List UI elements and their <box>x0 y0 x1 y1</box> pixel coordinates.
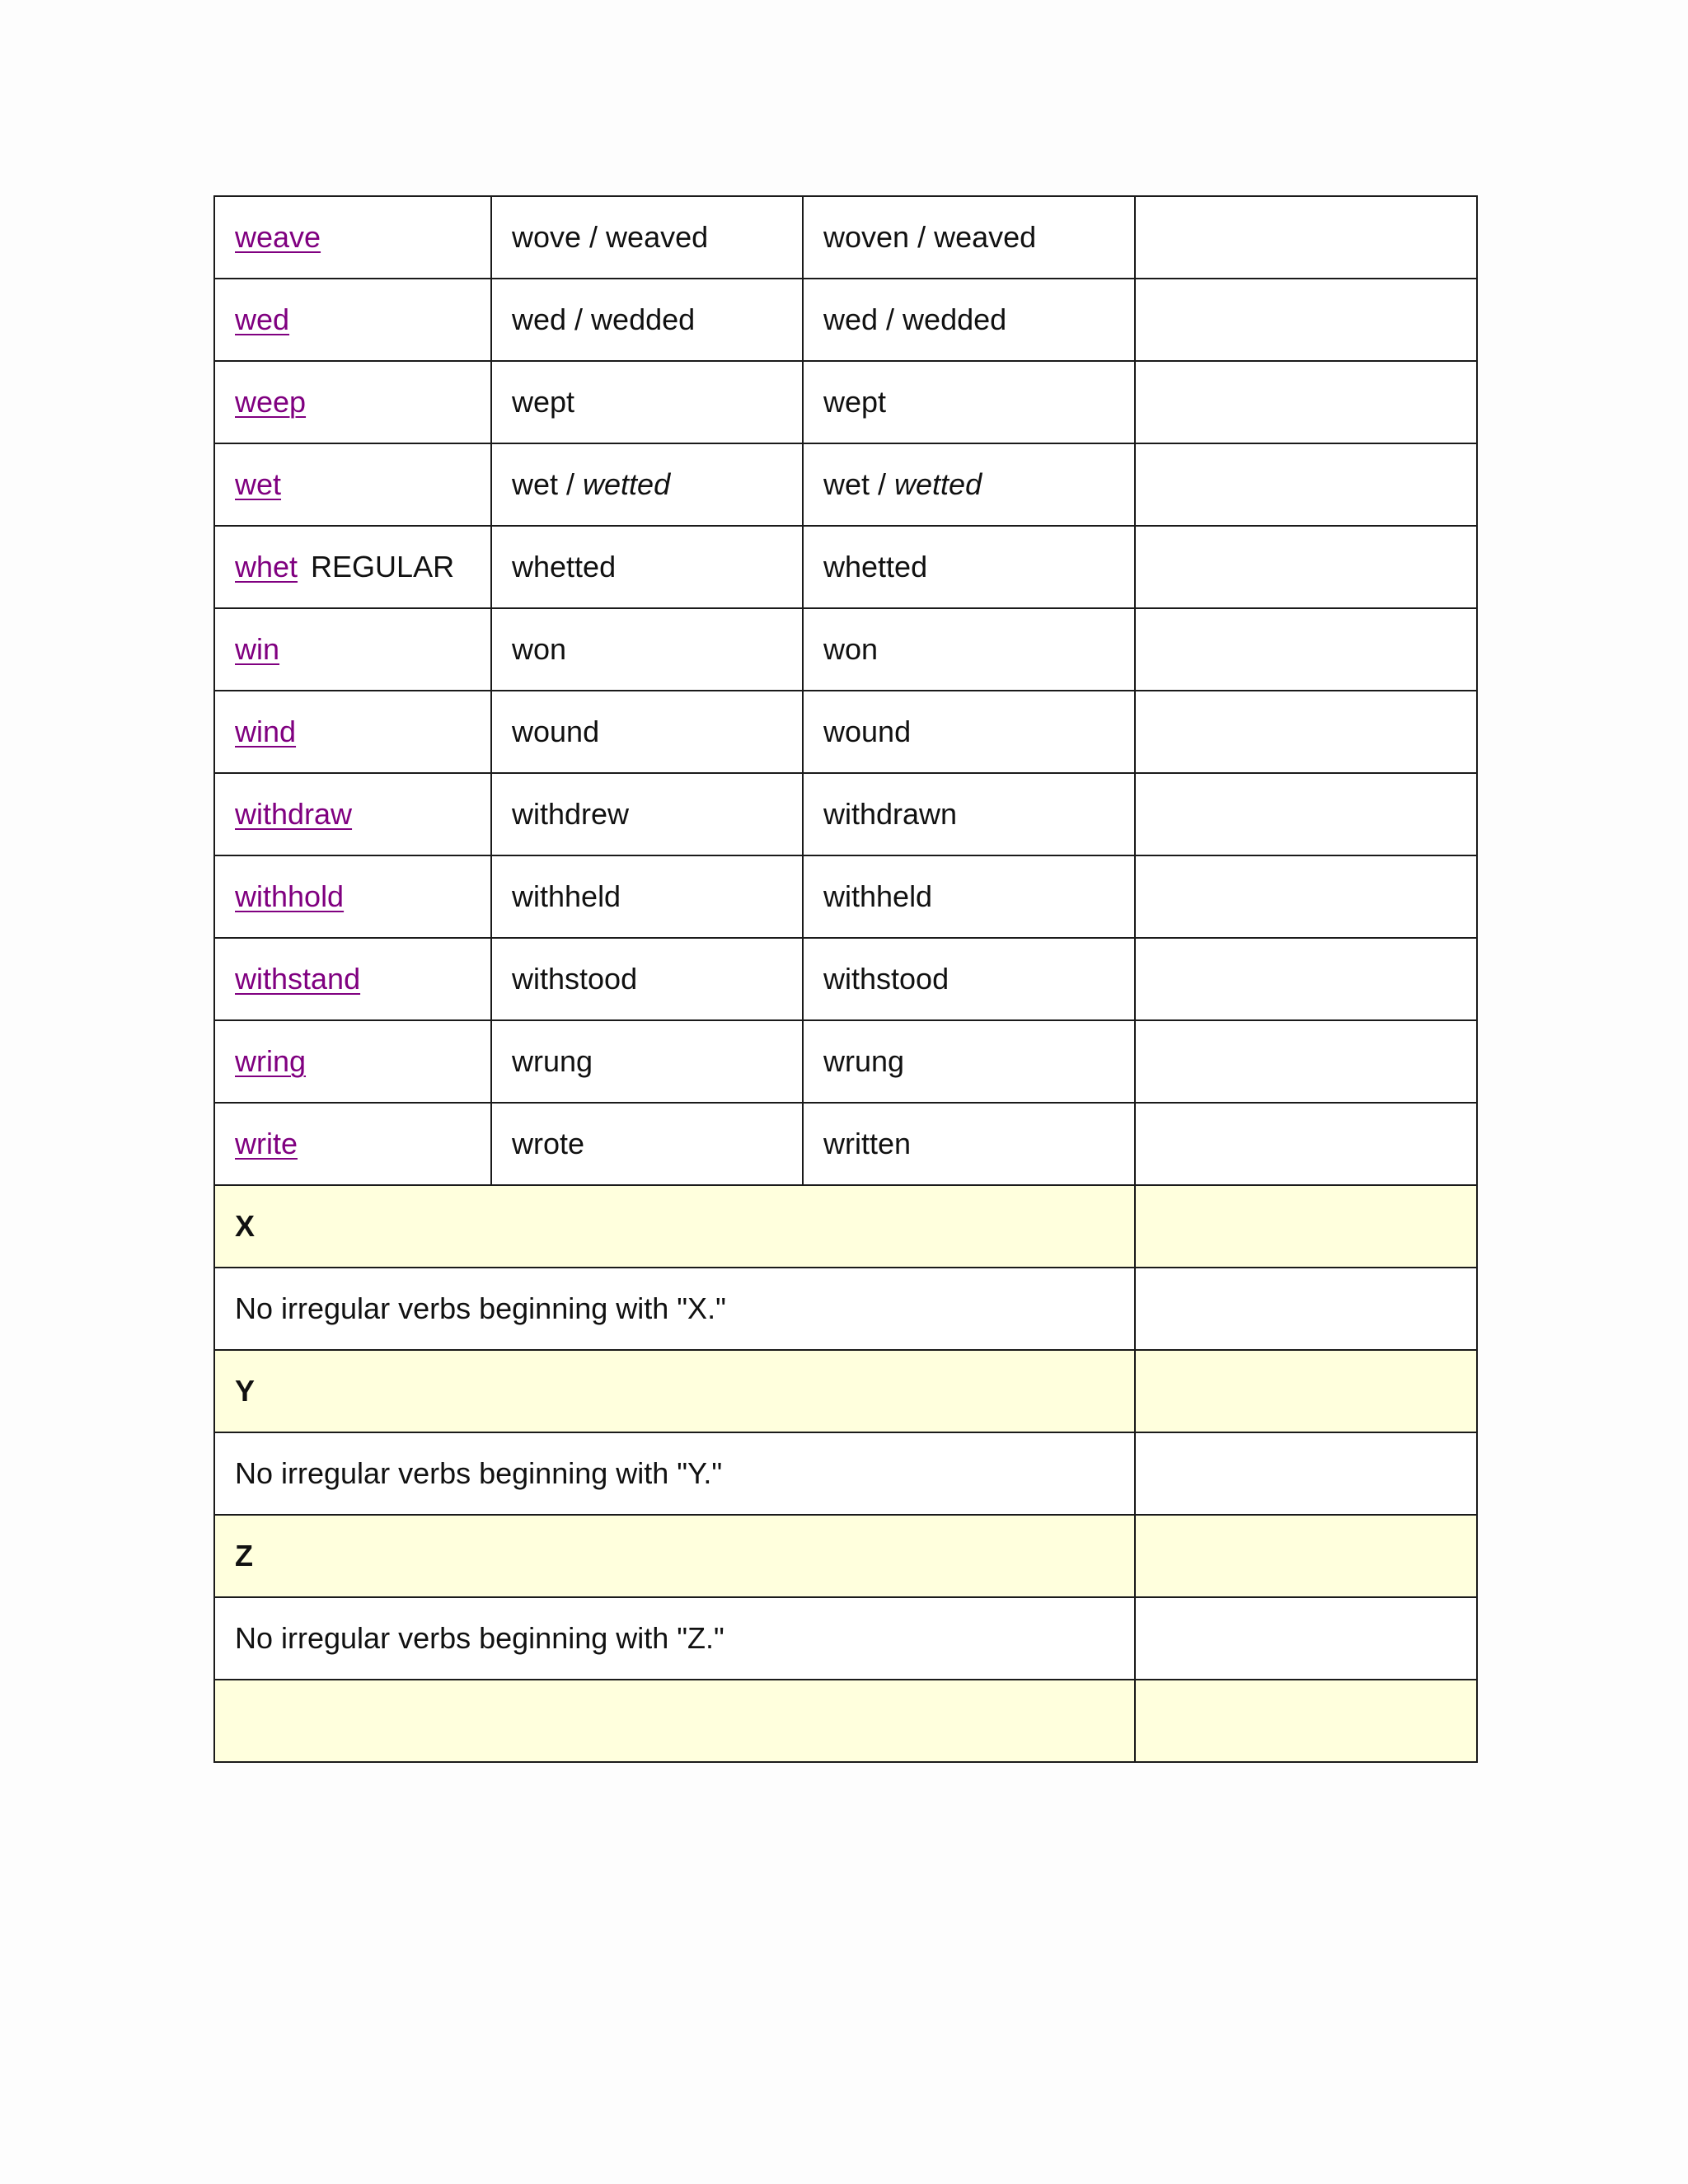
table-row <box>214 773 1477 855</box>
notes-cell <box>1135 279 1477 361</box>
notes-cell <box>1135 1350 1477 1432</box>
past-simple-cell: withheld <box>491 855 803 938</box>
section-letter: Z <box>214 1515 1135 1597</box>
past-participle-cell: written <box>803 1103 1135 1185</box>
past-participle-alt-text: wetted <box>894 467 982 501</box>
section-note: No irregular verbs beginning with "Y." <box>214 1432 1135 1515</box>
notes-cell <box>1135 1020 1477 1103</box>
past-simple-text: wet / <box>512 467 584 501</box>
base-form-cell <box>214 279 491 361</box>
notes-cell <box>1135 855 1477 938</box>
notes-cell <box>1135 773 1477 855</box>
base-form-cell <box>214 691 491 773</box>
irregular-verbs-table <box>213 195 1478 1763</box>
past-participle-cell: withdrawn <box>803 773 1135 855</box>
notes-cell <box>1135 691 1477 773</box>
table-row <box>214 361 1477 443</box>
section-letter: X <box>214 1185 1135 1268</box>
past-participle-cell: withstood <box>803 938 1135 1020</box>
table-row <box>214 443 1477 526</box>
notes-cell <box>1135 1103 1477 1185</box>
section-note: No irregular verbs beginning with "Z." <box>214 1597 1135 1680</box>
verb-link-wet[interactable]: wet <box>235 467 282 501</box>
table-row <box>214 855 1477 938</box>
table-row <box>214 608 1477 691</box>
past-simple-cell: withstood <box>491 938 803 1020</box>
verb-link-write[interactable]: write <box>235 1127 298 1160</box>
notes-cell <box>1135 938 1477 1020</box>
past-simple-cell: wed / wedded <box>491 279 803 361</box>
past-simple-cell: wept <box>491 361 803 443</box>
base-form-cell <box>214 608 491 691</box>
table-row <box>214 279 1477 361</box>
notes-cell <box>1135 1680 1477 1762</box>
empty-cell <box>214 1680 1135 1762</box>
section-note-row <box>214 1432 1477 1515</box>
section-header-x <box>214 1185 1477 1268</box>
base-form-cell <box>214 196 491 279</box>
base-form-cell <box>214 526 491 608</box>
verb-link-withdraw[interactable]: withdraw <box>235 797 353 831</box>
verb-link-withhold[interactable]: withhold <box>235 879 345 913</box>
notes-cell <box>1135 1515 1477 1597</box>
base-form-cell <box>214 855 491 938</box>
past-simple-cell: withdrew <box>491 773 803 855</box>
past-simple-cell: wrung <box>491 1020 803 1103</box>
notes-cell <box>1135 1268 1477 1350</box>
past-simple-cell: wound <box>491 691 803 773</box>
past-simple-cell: won <box>491 608 803 691</box>
verb-link-win[interactable]: win <box>235 632 280 666</box>
past-participle-cell: whetted <box>803 526 1135 608</box>
past-simple-alt-text: wetted <box>583 467 671 501</box>
past-participle-cell <box>803 443 1135 526</box>
verb-link-weave[interactable]: weave <box>235 220 321 254</box>
table-row <box>214 691 1477 773</box>
past-participle-cell: woven / weaved <box>803 196 1135 279</box>
base-form-cell <box>214 443 491 526</box>
table-row <box>214 1020 1477 1103</box>
past-simple-cell: wove / weaved <box>491 196 803 279</box>
notes-cell <box>1135 361 1477 443</box>
base-form-cell <box>214 773 491 855</box>
base-form-cell <box>214 1020 491 1103</box>
verb-link-wind[interactable]: wind <box>235 715 297 748</box>
verb-link-weep[interactable]: weep <box>235 385 307 419</box>
past-participle-cell: won <box>803 608 1135 691</box>
base-form-cell <box>214 1103 491 1185</box>
section-note-row <box>214 1268 1477 1350</box>
past-simple-cell: whetted <box>491 526 803 608</box>
notes-cell <box>1135 1597 1477 1680</box>
section-note-row <box>214 1597 1477 1680</box>
base-form-cell <box>214 938 491 1020</box>
base-form-cell <box>214 361 491 443</box>
past-participle-cell: wound <box>803 691 1135 773</box>
notes-cell <box>1135 443 1477 526</box>
table-row <box>214 1103 1477 1185</box>
past-simple-cell <box>491 443 803 526</box>
empty-footer-row <box>214 1680 1477 1762</box>
verb-link-wed[interactable]: wed <box>235 302 290 336</box>
past-participle-cell: withheld <box>803 855 1135 938</box>
table-row <box>214 938 1477 1020</box>
notes-cell <box>1135 526 1477 608</box>
verb-link-wring[interactable]: wring <box>235 1044 307 1078</box>
notes-cell <box>1135 196 1477 279</box>
section-letter: Y <box>214 1350 1135 1432</box>
past-participle-cell: wept <box>803 361 1135 443</box>
past-simple-cell: wrote <box>491 1103 803 1185</box>
section-header-y <box>214 1350 1477 1432</box>
past-participle-cell: wrung <box>803 1020 1135 1103</box>
notes-cell <box>1135 1432 1477 1515</box>
verb-link-withstand[interactable]: withstand <box>235 962 361 996</box>
past-participle-text: wet / <box>823 467 895 501</box>
past-participle-cell: wed / wedded <box>803 279 1135 361</box>
section-header-z <box>214 1515 1477 1597</box>
verb-link-whet[interactable]: whet <box>235 550 298 583</box>
table-row <box>214 196 1477 279</box>
regular-tag: REGULAR <box>311 550 455 583</box>
notes-cell <box>1135 1185 1477 1268</box>
table-row <box>214 526 1477 608</box>
section-note: No irregular verbs beginning with "X." <box>214 1268 1135 1350</box>
notes-cell <box>1135 608 1477 691</box>
